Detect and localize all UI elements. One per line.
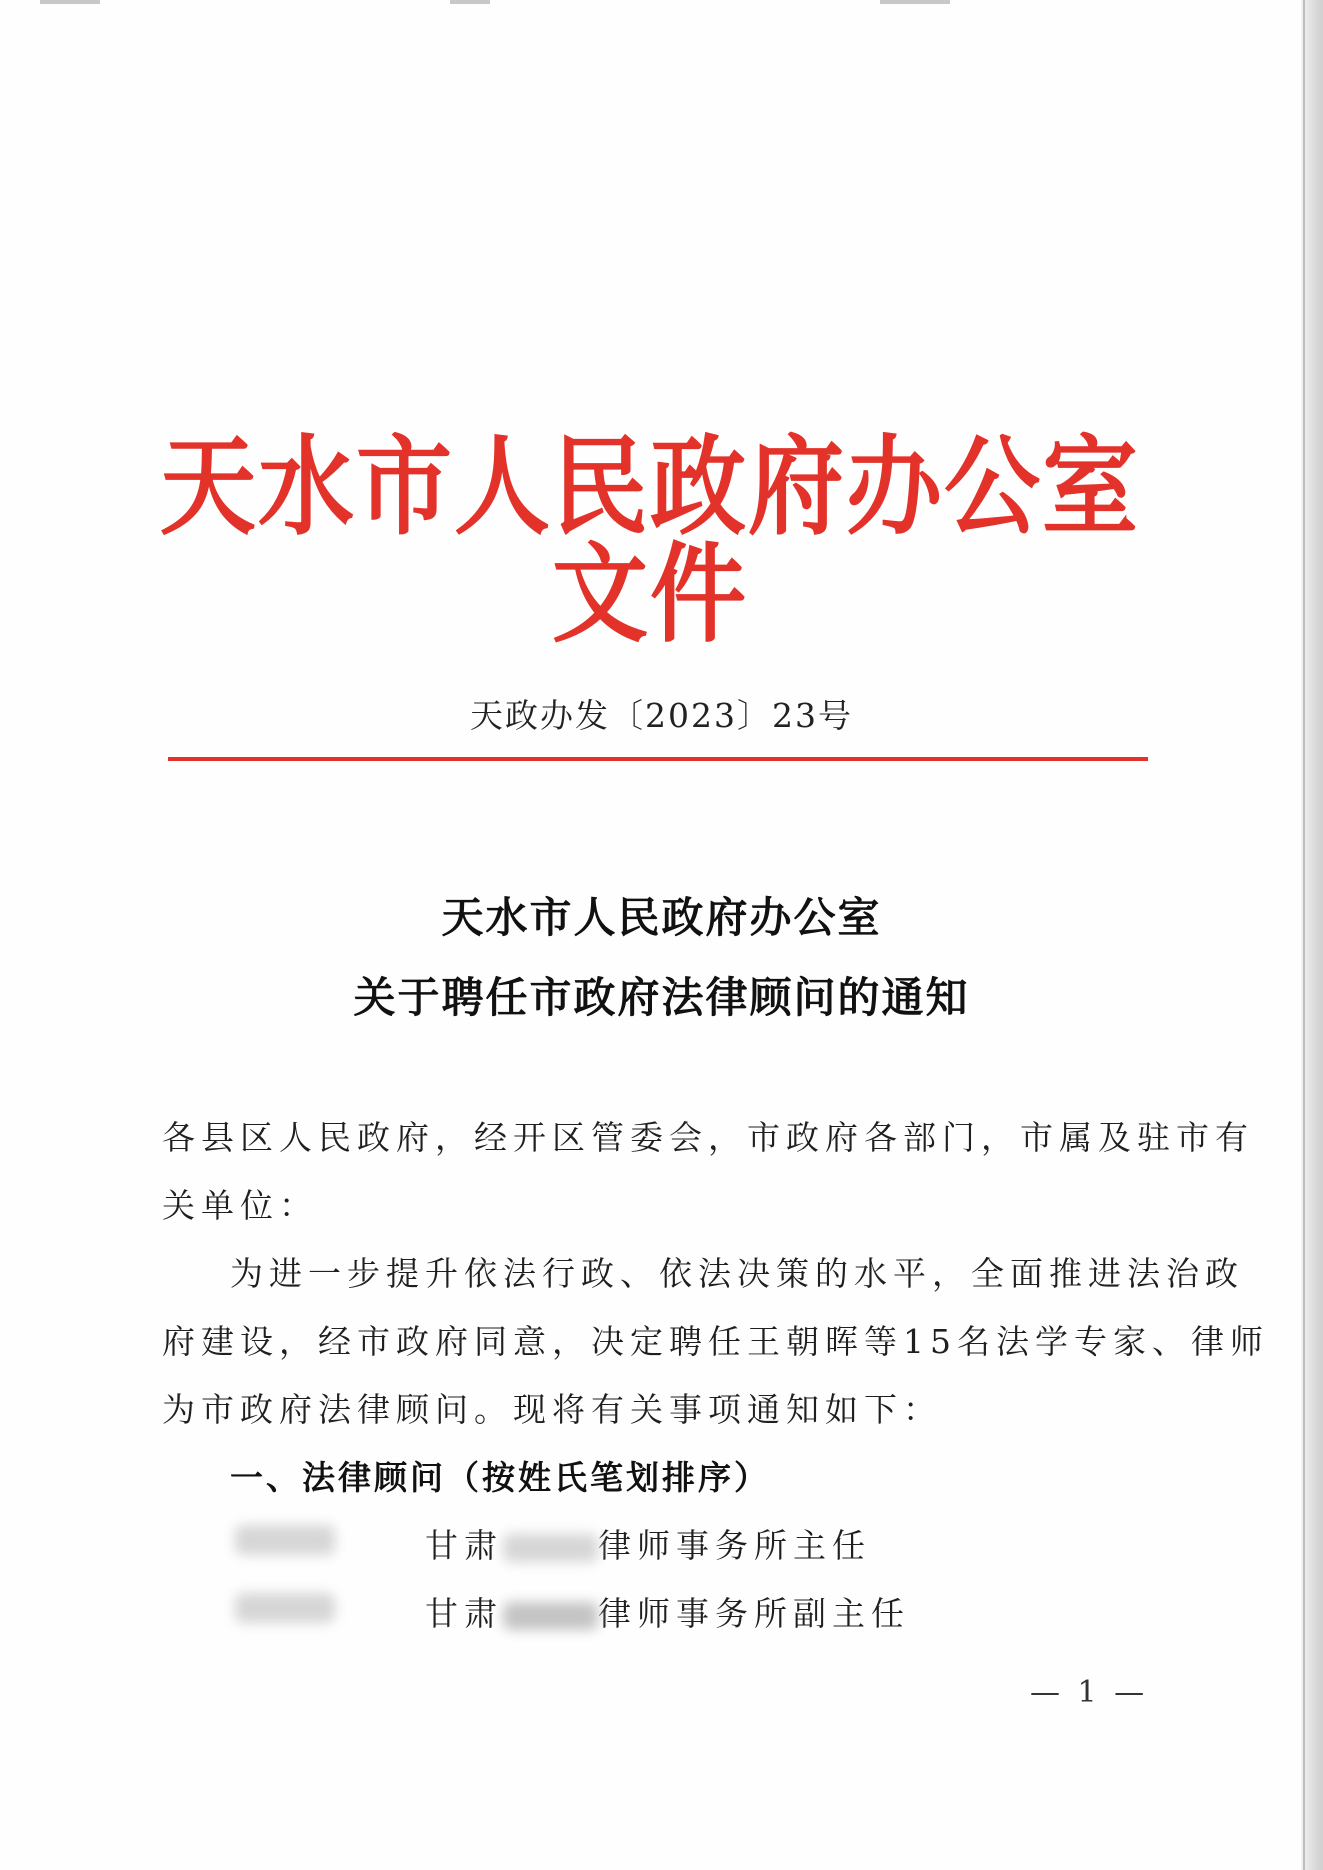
advisor-title-1 [425, 1520, 871, 1567]
body-line-3: 为市政府法律顾问。现将有关事项通知如下： [162, 1390, 942, 1429]
advisor-title-suffix: 律师事务所主任 [598, 1526, 871, 1565]
advisor-title-2 [425, 1588, 910, 1635]
body-line-1: 为进一步提升依法行政、依法决策的水平，全面推进法治政 [230, 1254, 1244, 1293]
redacted-firm-name [503, 1534, 598, 1562]
body-line-2: 府建设，经市政府同意，决定聘任王朝晖等15名法学专家、律师 [162, 1322, 1269, 1361]
section-heading: 一、法律顾问（按姓氏笔划排序） [230, 1458, 770, 1497]
page-number: — 1 — [1030, 1675, 1149, 1710]
document-number: 天政办发〔2023〕23号 [470, 696, 853, 735]
addressee-line-2: 关单位： [162, 1186, 318, 1225]
redacted-name [235, 1525, 335, 1555]
redacted-firm-name [503, 1602, 598, 1630]
scan-top-mark [880, 0, 950, 4]
notice-title-line-1: 天水市人民政府办公室 [441, 893, 882, 942]
red-separator-rule [168, 757, 1148, 761]
document-masthead: 天水市人民政府办公室文件 [160, 424, 1140, 658]
addressee-line-1: 各县区人民政府，经开区管委会，市政府各部门，市属及驻市有 [162, 1118, 1254, 1157]
notice-title-line-2: 关于聘任市政府法律顾问的通知 [353, 973, 970, 1022]
scan-top-mark [450, 0, 490, 4]
advisor-title-prefix: 甘肃 [425, 1526, 503, 1565]
redacted-name [235, 1593, 335, 1623]
advisor-title-prefix: 甘肃 [425, 1594, 503, 1633]
advisor-title-suffix: 律师事务所副主任 [598, 1594, 910, 1633]
scan-top-mark [40, 0, 100, 4]
